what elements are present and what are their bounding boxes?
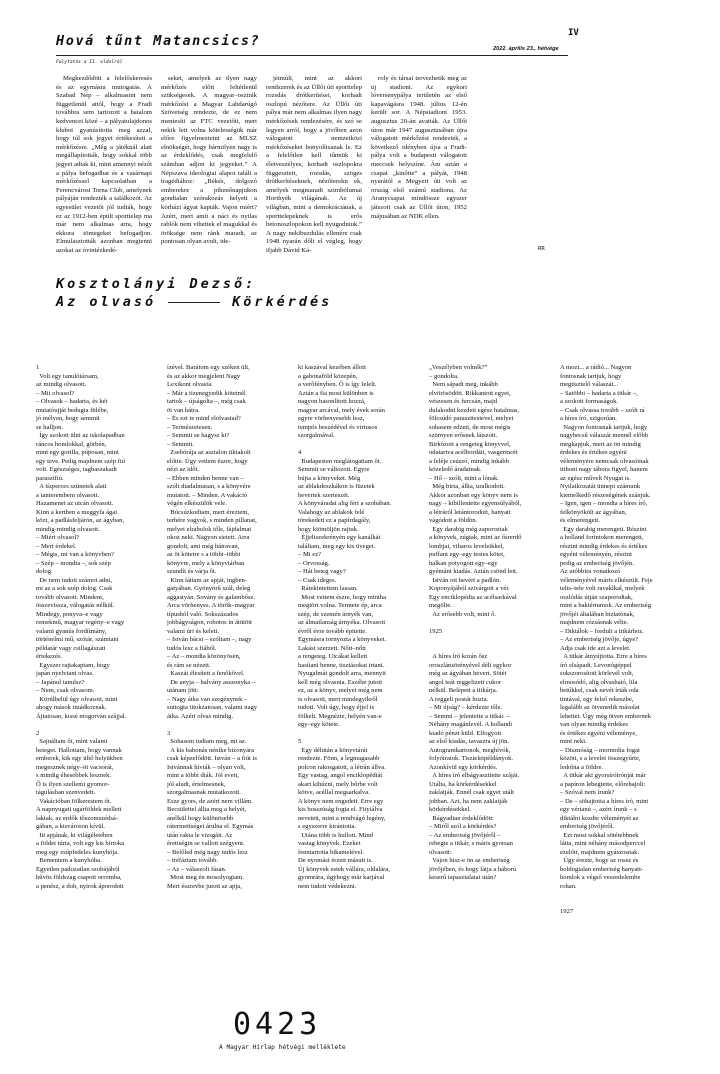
story-text: 1 Volt egy tanulótársam, az mindig olvasott. – Mit olvasol? – Olvasok – hadarta, és két mutatóujját bedugta fülébe, jó mélyen, hogy semmit se halljon. Így szokott ülni az iskolapadban ráncos homlokkal, görbén, mint egy gorilla, púposan, mint egy teve. Pedig majdnem szép fiú volt. Egészséges, tagbaszakadt parasztfiú. A tízperces szünetek alatt a tanterembem olvasott. Hazamenet az utcán olvasott. Kinn a kertben a meggyfa ágai közt, a padlásfeljárón, az ágyban, mindig-mindig olvasott. – Miért olvasol? – Mert érdekel. – Mégis, mi van a könyvben? – Szép – mondta –, sok szép dolog. De nem tudott számot adni, mi az a sok szép dolog. Csak tovább olvasott. Mindent, összevissza, válogatás nélkül. Mindegy, ponyva–e vagy remekmű, magyar regény–e vagy valami gyanús fordítmány, történelmi mű, szótár, számtani példatár vagy csillagászati értekezés. Egyszer rajtakaptam, hogy japán nyelvtant olvas. – Japánul tanulsz? – Nem, csak olvasom. Körülbelül úgy olvasott, mint ahogy mások imádkoznak. Ájtatosan, kissé mogorván szájjal. 2 Sajnáltam őt, mint valami beteget. Hallottam, hogy vannak emberek, kik egy ültő helyükben megesznek négy–öt vacsorát, s mindig éhesebbek lesznek. Ő is ilyen szellemi gyomor- tágulásban szenvedett. Vakációban fölkerestem őt. A napnyugati ugarföldek mellett laktak, az erdők tőszomszédsá- gában, a kisvároson kívül. Itt apjának, ki világéletében a földet túrta, volt egy kis birtoka meg egy zsúpfedeles kunyhója. Bementem a kunyhóba. Egyetlen padozatlan szobájából hűvös földszag csapott orromba, a penész, a doh, nyirok áporodott [36, 364, 127, 890]
story-body [36, 364, 686, 917]
article-column [371, 75, 467, 255]
story-title-right: Körkérdés [232, 294, 333, 310]
continuation-note: Folytatás a II. oldalról [56, 60, 123, 65]
story-text: ki kaszával kezében állott a gabonaföld közepén, a verőfényben. Ő is így felelt. Aztán a fia most különben is nagyon hasonlított hozzá, magyar arcával, mely évek során egyre vörhenyesebb lesz, tempós beszédével és virtusos szorgalmával. 4 Budapesten meglátogattam őt. Semmit se változott. Egyre bújta a könyveket. Még az ablakdeszkákon is füzetek hevertek szerteszét. A könyváradat alig fért a szobában. Valahogy az ablakok felé törekedett ez a papírdagály, hogy kiömöljön rajtuk. Éjjeliszekrényén egy kanálkát találtam, meg egy kis üveget. – Mi ez? – Orvosság. – Hát beteg vagy? – Csak ideges. Rátekintettem lassan. Most vettem észre, hogy mintha megtört volna. Termete ép, arca szép, de szemén árnyék van, az álmatlanság árnyéka. Olvasott évről évre tovább épitette. Egymásra tornyozta a könyveket. Lakást szerzett. Nőtt–nőtt a rengeteg. Utcákat kellett hasítani benne, tisztásokat irtani. Nyugalmát gondolt arra, mennyit kell még olvasnia. Eszébe jutott ez, az a könyv, melyet még nem is olvasott, mert mindegyikről tudott. Volt úgy, hogy éjjel is fölkelt. Megnézte, helyén van-e egy–egy kötete. 5 Egy délután a könyvtárát rendezte. Fönn, a legmagasabb polcon rakosgatott, a létrán állva. Egy vastag, angol enciklopédiát akart kihúzni, mely bőrbe volt kötve, acéllal megsarkalva. A könyv nem engedett. Erre egy kis bosszúság fogta el. Fityiálva nevetett, mint a rendvágó legény, s egyszerre kirántotta. Utána több is hullott. Mind vastag könyvek. Ezeket fenntartotta bikamelével. De nyomást érzett másutt is. Új könyvek estek vállára, oldalára, gyomrára, úgyhogy már karjával nem tudott védekezni. [298, 364, 392, 890]
article-title: Hová tűnt Matancsics? [56, 33, 261, 49]
article-column [161, 75, 257, 255]
article-paragraph: Megkezdődött a felelőskeresés és az egymásra mutogatás. A Szabad Nép – alkalmasint nem függetlenül attól, hogy a Fradi továbbra sem tartozott a hatalom kedvencei közé – a pályatulajdonos klubot gyanúsította meg azzal, hogy túl sok jegyet értékesített a mérkőzésre. „Még a játéknál alatt megállapították, hogy sokkal több jegyet adtak ki, mint amennyi nézőt a pálya befogadhat és a vasárnapi mérkőzéssel kapcsolatban a Ferencvárosi Torna Club, amelynek pályáján rendezték a találkozót. Az egyesület vezetői jól tudták, hogy ez az 1912-ben épült sporttelep ma már nem alkalmas arra, hogy ekkora tömegeket befogadjon. Elmulasztották azonban megtenni azokat az óvintézkedé- [56, 75, 152, 254]
article-column [56, 75, 152, 255]
story-column [429, 364, 549, 917]
story-text: A mozi... a rádió... Nagyon fontosnak tartjuk, hogy megtisztelő válaszát... – Satöbbi – hadarta a titkár –, a szokott formaságok. – Csak olvassa tovább – szólt rá a híres író, szigorúan. Nagyon fontosnak tartjuk, hogy nagybecsű válaszát mennél előbb megkapjuk, mert az ön mindig érdekes és értékes egyéni véleményére nemcsak olvasóinak itthoni nagy tábora figyel, hanem az egész művelt Nyugat is. Nyilatkozatát ünnepi számunk kiemelkedő részeségének szánjuk. – Igen, igen – mondta a híres író, felkönyökölt az ágyában, és elmerengett. Egy darabig merengett. Részint a holland forintokon merengett, részint mindig érdekes és értékes egyéni véleményén, részint pedig az emberiség jövőjén. Az utóbbira vonatkozó véleményével máris elkészült. Feje telis–tele volt ravaklkal, melyek oszlódás útján szaporodtak, mint a baktériumok. Az emberiség jövőjét általában biztatónak, majdnem rózsásnak vélte. – Diktálok – fordult a titkárhoz. – Az emberiség jövője, úgye? Adja csak ide azt a levelet. A titkár átnyújtotta. Erre a híres író elsápadt. Levonógéppel sokszorosított körlevél volt, elmosódó, alig olvasható, lila betűkkel, csak nevét írták oda tintával, egy felső rekeszbe, legalább az ötvenedik másolat lehettet. Úgy még ötven embernek van olyan mindig érdekes és értékes egyéni véleménye, mint neki. – Disznóság – mormolta fogai között, s a levelet összegyűrte, ledobta a földre. A titkár aki gyorsíróirónját már a papíron lebegtette, előrehajolt: – Szóval nem írunk? – De – söhajtotta a híres író, mint egy vértanú –, azért írunk – s diktálni kezdte véleményét az emberiség jövőjéről. Ezt most sokkal sötétebbnek látta, mint néhány másodperccel ezelőtt, majdnem gyászosnak. Úgy érezte, hogy az rossz és boldogtalan emberiség hanyatt- homlok a végső veszedelembe rohan. 1927 [560, 364, 653, 915]
footer-supplement-label: A Magyar Hírlap hétvégi melléklete [219, 1044, 346, 1051]
article-paragraph: roly és társai tervezhetik meg az új stadiont. Az egykori lóversenypálya területén az első kapavágásra 1948. július 12-én került sor. A Népstadiont 1953. augusztus 20-án avatták. Az Üllői úton már 1947 augusztusában újra válogatott mérkőzést rendeztek, a következő idényben újra a Fradi-pálya volt a budapesti válogatott meccsek helyszíne. Ám aztán a csapat „kinőtte” a pályát, 1948 nyarától a Megyeri úti volt az ország első számú stadiona. Az Aranycsapat mindössze egyszer játszott csak az Üllői úton, 1952 májusában az NDK ellen. [371, 75, 467, 220]
article-body [56, 75, 569, 255]
poem-titles [56, 294, 332, 310]
article-signature: RR [538, 246, 545, 252]
article-column [266, 75, 362, 255]
issue-date: 2022. április 23., hétvége [493, 46, 559, 52]
story-text: „Veszélyben volnék?” – gondolta. Nem sápadt meg, inkább elvörösödött. Rikkantott egyet, vészesen és furcsán, majd dulakodni kezdett egész hatalmas, fölcsúdó paraszttestevel, melyet sohasem edzett, de most mégis szörnyen erősnek látszott. Birkózott a rengeteg könyvvel, odatartva acélbordáit, vasgerincét a feléje csúszó, mindig inkább közeledő áradatnak. – Hő – szólt, mint a lónak. Még birta, állta, uralkodott. Akkor azonban egy könyv nem is nagy – kibillentette egyensúlyából, a létráról letántorodott, hanyatt vágódott a földön. Egy darabig még zaporoztak a könyvek, zúgtak, mint az ősrerdő lombjai, viharos leveleikkel, puffant egy–egy testes kötet, halkan potyogott egy–egy gyémánt kiadás. Aztán csönd lett. István ott hevert a padlón. Koponyájából szivárgott a vér. Egy enciklopédia az acélsarkával megölte. Az erősebb volt, mint ő. 1925 A híres író korán ősz oroszlánsörényével déli egykor még az ágyában hevert. Sötét angol teát reggelizett cukor nélkül. Belépett a titkárja. A reggeli postát hozta. – Mi újság? – kérdezte tőle. – Semmi – jelentette a titkár. – Néhány magánlevél. A hollandi kiadó pénzt küld. Elfogyott az első kiadás, tavaszra új jön. Autogramkartonok, meghívók, folyóiratok. Tiszteletpéldányok. Azonkívül egy körkérdés. A híres író elbágyaszttette száját. Utálta, ha körkérdésekkel zaklatják. Ennél csak egyet utált jobban. Azt, ha nem zaklatják körkérdésekkel. Bágyadtan érdeklődött: – Miről szól a körkérdés? – Az emberiség jövőjéről – rebegte a titkár, s máris gyorsan olvasott: Vajon hisz-e ön az emberiség jövőjében, és hogy látja a háború keserű tapasztalatai után? [429, 364, 522, 881]
page-roman-numeral: IV [568, 28, 579, 38]
story-column [167, 364, 287, 917]
story-column [36, 364, 156, 917]
footer-page-number: 0423 [233, 1007, 322, 1042]
poem-author: Kosztolányi Dezső: [56, 276, 257, 292]
story-column [560, 364, 680, 917]
story-text: ízével. Barátom egy széken ült, és az akkor megjelent Nagy Lexikont olvasta. – Már a tizenegyedik kötetnél tartok – újságolta –, még csak öt van hátra. – És ezt te mind elolvastad? – Természetesen. – Semmit se hagysz ki? – Semmit. Zsebórája az asztalon tiktakolt előtte. Úgy vettem észre, hogy nézi az időt. – Ebben minden benne van – szólt diadalmasan, s a könyvére mutatott. – Minden. A vakáció végén elkészülök vele. Búcsúzkodtam, mert éreztem, terhére vagyok, s minden pillanat, melyet elrabolok tőle, fájdalmat okoz neki. Nagyon sietett. Arra gondolt, ami még hátravan, az öt kötetre s a többi–többi könyvre, mely a könyvtárban szundít és várja őt. Kinn láttam az apját, ingben- gatyában. Gyönyörű szál, deleg aggastyán. Sovány és galambősz. Arca vörhenyes. A török–magyar típusból való. Sokszázados jobbágyságon, robotos in átütött valami úri és keleti. – István bácsi – szóltam –, nagy tudós lesz a fiából. – Az – mondta közönyösen, és rám se nézett. Kaszát élesített a fenőkővel. De anyja – halvány asszonyka – utánam jött: – Nagy átka van szegénynek – suttogta titokzatosan, valami nagy átka. Azért olvas mindig. 3 Sohasem tudtam meg, mi az. A kis babonás nénike bizonyára csak képzelődött. István – a fiút is Istvánnak hívták – olyan volt, mint a többi diák. Jól evett, jól aludt, értelmesnek, szorgalmasnak mutatkozott. Esze gyors, de azért nem villám. Becsülettel állta meg a helyét, anélkül hogy különösebb rátermettséget árulna el. Egymás után rakta le vizsgáit. Az érettségin se vallott szégyent. – Belőled még nagy tudós lesz – tréfáztam tovább. – Az – válaszolt fásan. Most meg én mosolyogtam. Mert észrevbe jutott az apja, [167, 364, 258, 890]
header-divider [56, 55, 568, 56]
story-column [298, 364, 418, 917]
article-paragraph: seket, amelyek az ilyen nagy mérkőzés előtt feltétlenül szükségesek. A magyar–osztrák mérkőzést a Magyar Labdarúgó Szövetség rendezte, de ez nem mentesíti az FTC vezetőit, mert nekik lett volna kötelességük már előre figyelmeztetni az MLSZ elnökségét, hogy bármilyen nagy is az érdeklődés, csak megfelelő számban adjon ki jegyeket.” A Népszava ideológiai alapot talált a tragédiához: „Békés, dolgozó emberekre a pihenőnapjukon gondtalan szórakozás helyett a kórházi ágyat kapták. Vajon miért? Azért, mert amit a náci és nyilas rablók nem vihettek el magukkal és öröksége nem ránk maradt, az pontosan olyan avult, ide- [161, 75, 257, 246]
title-dash [168, 302, 220, 303]
story-title-left: Az olvasó [56, 294, 157, 310]
article-paragraph: jétmúlt, mint az akkori rendszerek és az Üllői úti sporttelep rozsdás drótkerítései, korhadt oszlopú nézőtere. Az Üllői úti pálya már nem alkalmas ilyen nagy mérkőzések rendezésére, és szó se legyen arról, hogy a jövőben azon válogatott nemzetközi mérkőzéseket bonyolítsanak le. Ez a felelőtlen kell tűnnük ki életveszélyes, korhadt oszlopokra függesztett, rozsdás, szöges drótkerítéseknek, nézőterekn ek, amelyek megmaradt szimbólumai Horthyék világának. Az új világban, mint a demokráciának, a sporttelepeknek is erős betonoszlopokon kell nyugodniuk.” A nagy nekibuzdulás ellenére csak 1948 nyarán dőlt el végleg, hogy ifjabb Dávid Ká- [266, 75, 363, 254]
